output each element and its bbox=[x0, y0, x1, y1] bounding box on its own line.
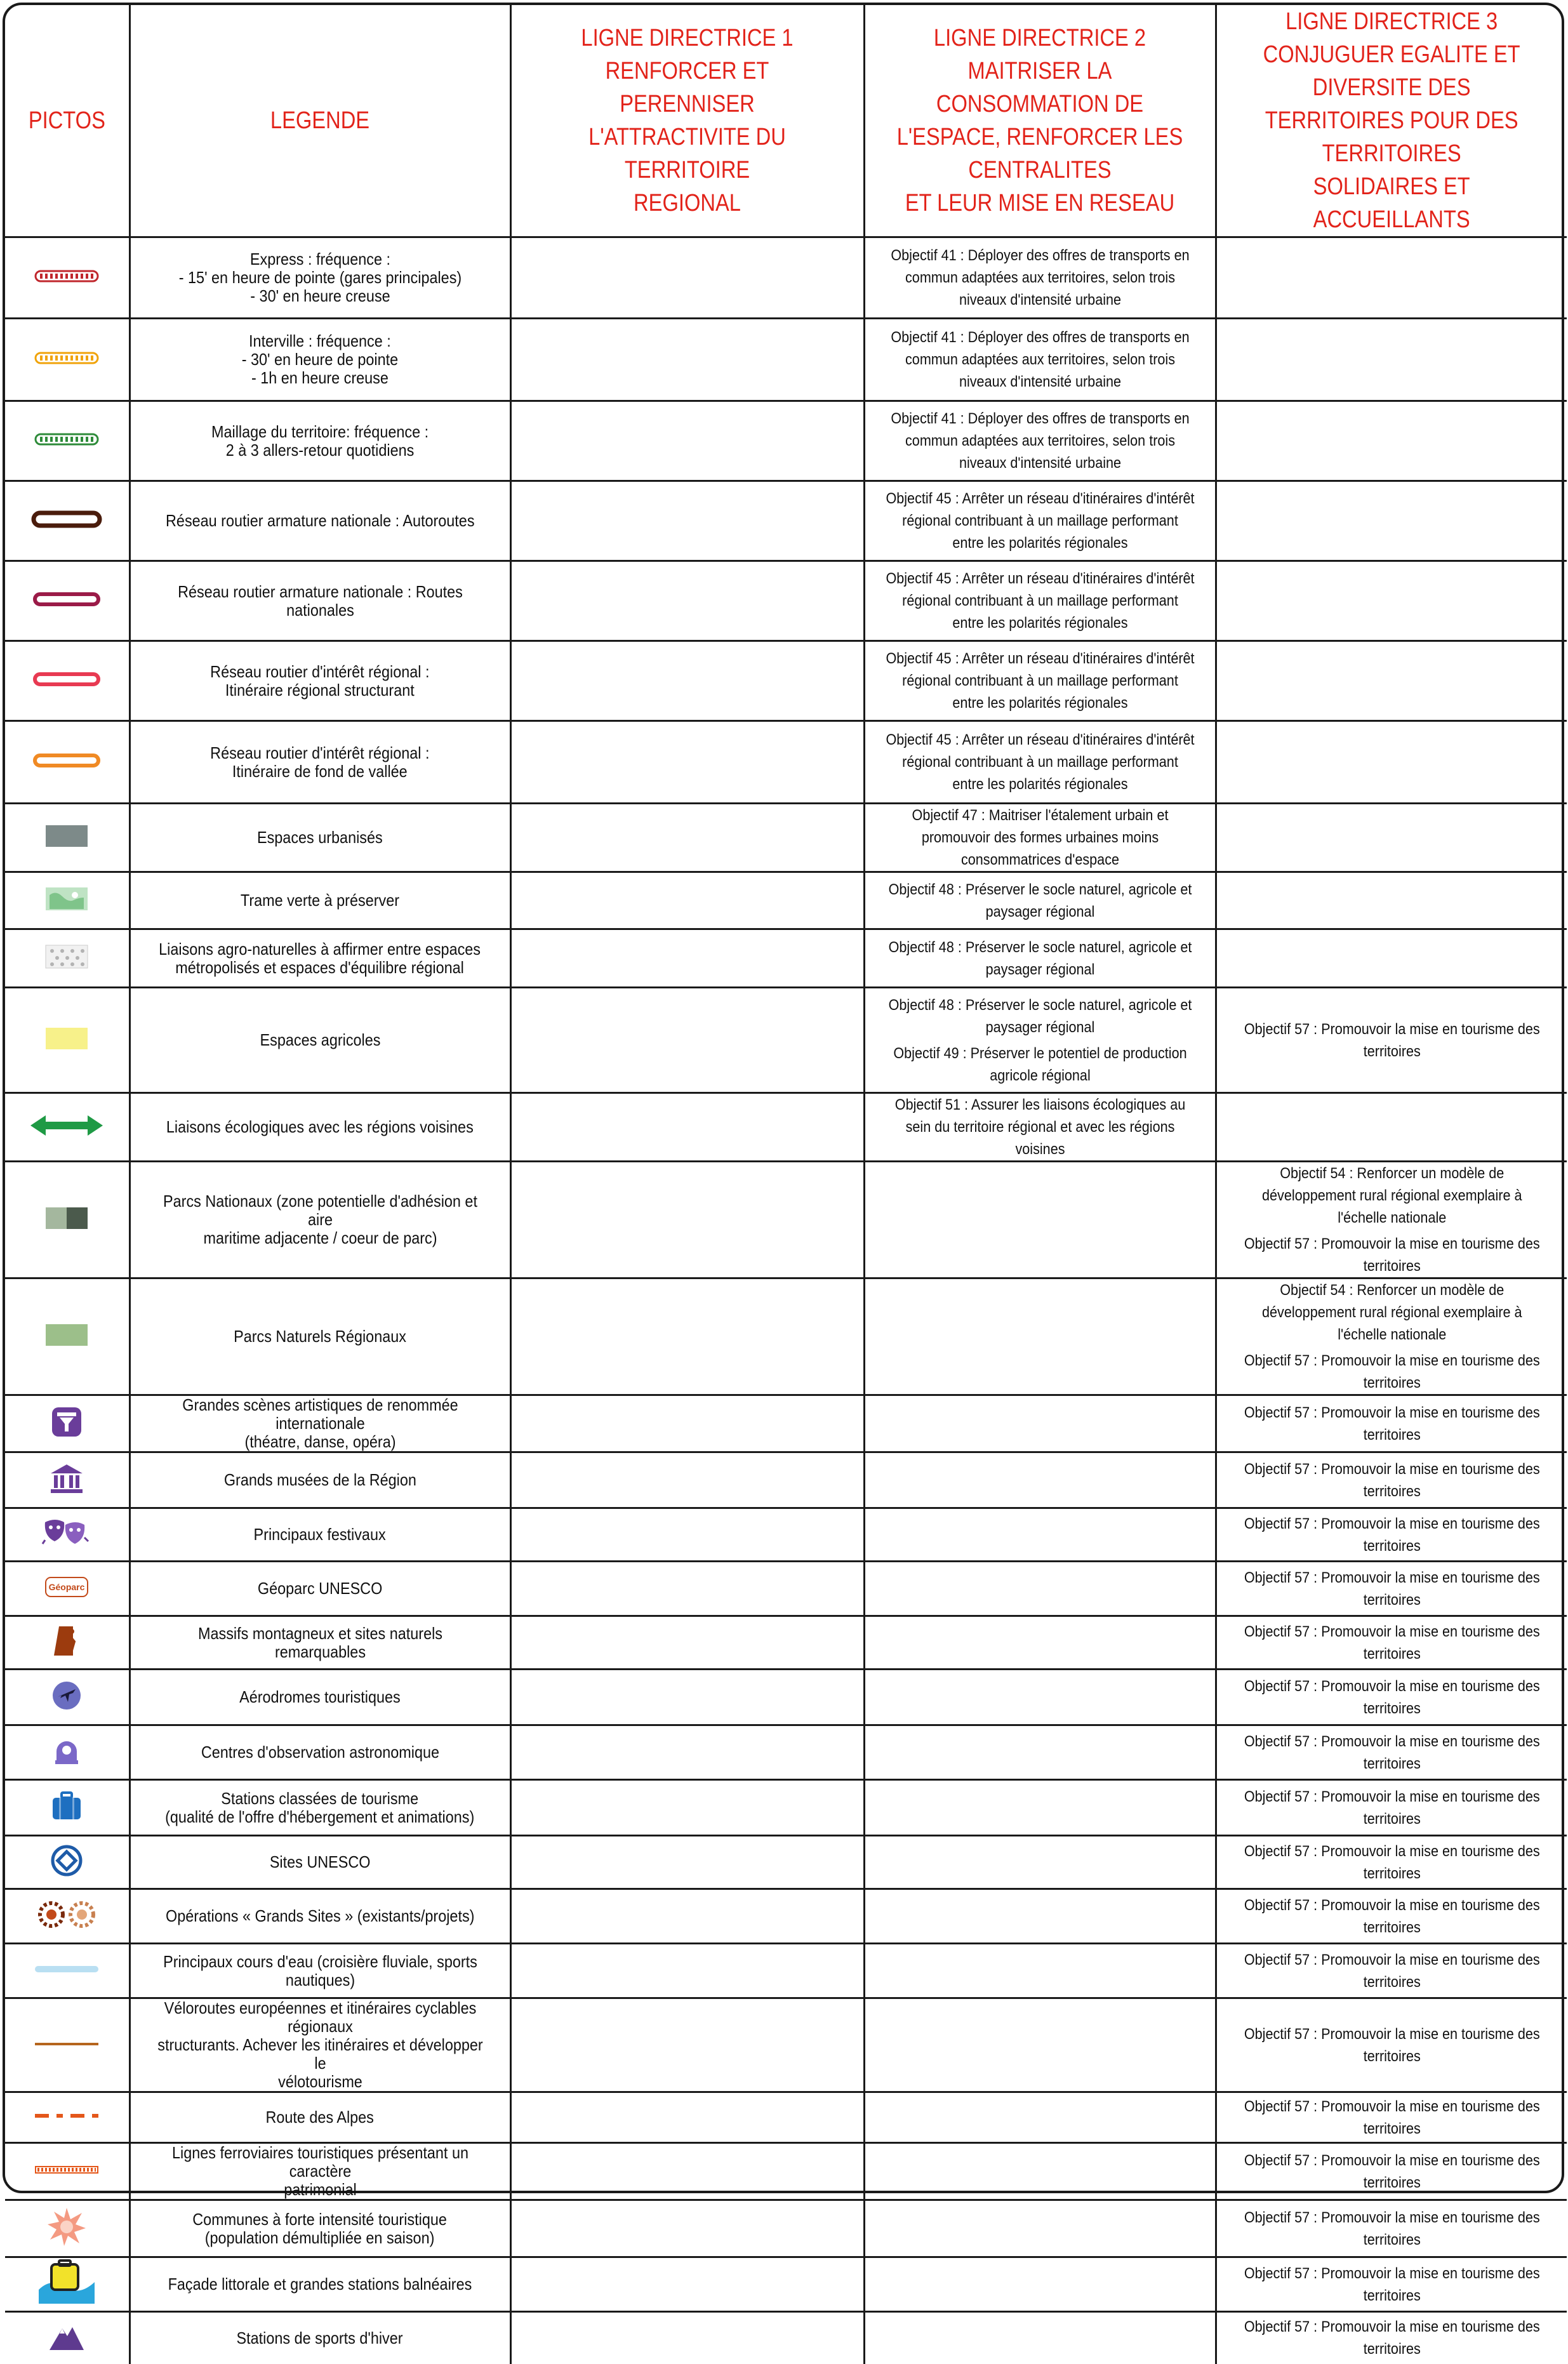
legend-cell bbox=[130, 1889, 510, 1944]
legend-text: Maillage du territoire: fréquence : 2 à 3 allers-retour quotidiens bbox=[211, 422, 429, 460]
ligne-directrice-1-cell bbox=[510, 872, 864, 929]
objective-text: Objectif 45 : Arrêter un réseau d'itinéraires d'intérêt régional contribuant à un maillage performant entre les polarités régionales bbox=[885, 490, 1195, 552]
picto-cell bbox=[5, 641, 130, 721]
picto-cell bbox=[5, 1889, 130, 1944]
picto-cell bbox=[5, 988, 130, 1093]
legend-cell bbox=[130, 237, 510, 319]
ligne-directrice-3-cell bbox=[1216, 1452, 1567, 1508]
ligne-directrice-1-cell bbox=[510, 481, 864, 561]
legend-text: Sites UNESCO bbox=[269, 1852, 371, 1871]
starburst-icon bbox=[46, 2207, 87, 2250]
objective-text: Objectif 48 : Préserver le socle naturel, agricole et paysager régional bbox=[888, 880, 1192, 920]
objective-text: Objectif 47 : Maitriser l'étalement urbain et promouvoir des formes urbaines moins consommatrices d'espace bbox=[912, 807, 1168, 868]
express-train-line-icon bbox=[34, 269, 100, 286]
ligne-directrice-2-cell bbox=[864, 481, 1216, 561]
legend-text: Aérodromes touristiques bbox=[239, 1687, 401, 1706]
picto-cell bbox=[5, 1616, 130, 1670]
objective-text: Objectif 57 : Promouvoir la mise en tourisme des territoires bbox=[1244, 2097, 1540, 2137]
objective-text: Objectif 51 : Assurer les liaisons écologiques au sein du territoire régional et avec les régions voisines bbox=[894, 1096, 1185, 1158]
ligne-directrice-1-cell bbox=[510, 1616, 864, 1670]
objective-text: Objectif 57 : Promouvoir la mise en tourisme des territoires bbox=[1244, 1352, 1540, 1391]
picto-cell bbox=[5, 481, 130, 561]
table-row bbox=[5, 1452, 1567, 1508]
ligne-directrice-3-cell bbox=[1216, 988, 1567, 1093]
seaside-resort-icon bbox=[37, 2261, 96, 2308]
legend-table-frame bbox=[3, 3, 1564, 2358]
observatory-icon bbox=[53, 1736, 81, 1769]
legend-cell bbox=[130, 2200, 510, 2257]
picto-cell bbox=[5, 2143, 130, 2200]
table-row bbox=[5, 1162, 1567, 1278]
ligne-directrice-1-cell bbox=[510, 721, 864, 804]
ligne-directrice-3-cell bbox=[1216, 1889, 1567, 1944]
legend-text: Route des Alpes bbox=[265, 2108, 375, 2127]
ligne-directrice-1-cell bbox=[510, 2143, 864, 2200]
tourist-railway-line-icon bbox=[34, 2165, 100, 2178]
objective-text: Objectif 57 : Promouvoir la mise en tourisme des territoires bbox=[1244, 1842, 1540, 1882]
picto-cell bbox=[5, 2257, 130, 2312]
legend-cell bbox=[130, 721, 510, 804]
legend-table bbox=[5, 5, 1567, 2364]
ligne-directrice-3-cell bbox=[1216, 1944, 1567, 1998]
ligne-directrice-3-cell bbox=[1216, 641, 1567, 721]
ligne-directrice-2-cell bbox=[864, 1395, 1216, 1452]
table-row bbox=[5, 1093, 1567, 1162]
legend-text: Grandes scènes artistiques de renommée internationale (théatre, danse, opéra) bbox=[182, 1395, 458, 1451]
legend-text: Réseau routier armature nationale : Autoroutes bbox=[165, 511, 475, 530]
picto-cell bbox=[5, 2312, 130, 2364]
picto-cell bbox=[5, 1162, 130, 1278]
objective-text: Objectif 41 : Déployer des offres de transports en commun adaptées aux territoires, selon trois niveaux d'intensité urbaine bbox=[890, 247, 1190, 309]
legend-cell bbox=[130, 641, 510, 721]
table-row bbox=[5, 872, 1567, 929]
objective-text: Objectif 57 : Promouvoir la mise en tourisme des territoires bbox=[1244, 1677, 1540, 1717]
legend-cell bbox=[130, 401, 510, 481]
header-ligne-directrice-3: LIGNE DIRECTRICE 3 CONJUGUER EGALITE ET DIVERSITE DES TERRITOIRES POUR DES TERRITOIRES SOLIDAIRES ET ACCUEILLANTS bbox=[1240, 5, 1543, 237]
legend-cell bbox=[130, 319, 510, 401]
objective-text: Objectif 57 : Promouvoir la mise en tourisme des territoires bbox=[1244, 1732, 1540, 1772]
legend-text: Liaisons écologiques avec les régions voisines bbox=[166, 1117, 474, 1136]
table-row bbox=[5, 1944, 1567, 1998]
legend-cell bbox=[130, 872, 510, 929]
picto-cell bbox=[5, 1780, 130, 1836]
objective-text: Objectif 41 : Déployer des offres de transports en commun adaptées aux territoires, selon trois niveaux d'intensité urbaine bbox=[890, 410, 1190, 472]
ligne-directrice-2-cell bbox=[864, 929, 1216, 988]
ligne-directrice-2-cell bbox=[864, 1562, 1216, 1616]
legend-cell bbox=[130, 561, 510, 641]
ligne-directrice-3-cell bbox=[1216, 319, 1567, 401]
legend-text: Principaux festivaux bbox=[253, 1525, 387, 1544]
ligne-directrice-2-cell bbox=[864, 804, 1216, 872]
legend-cell bbox=[130, 1725, 510, 1780]
ligne-directrice-1-cell bbox=[510, 1780, 864, 1836]
ligne-directrice-1-cell bbox=[510, 319, 864, 401]
objective-text: Objectif 49 : Préserver le potentiel de production agricole régional bbox=[893, 1044, 1187, 1084]
ligne-directrice-1-cell bbox=[510, 1944, 864, 1998]
table-row bbox=[5, 1395, 1567, 1452]
objective-text: Objectif 57 : Promouvoir la mise en tourisme des territoires bbox=[1244, 1020, 1540, 1060]
ligne-directrice-2-cell bbox=[864, 1616, 1216, 1670]
legend-text: Façade littorale et grandes stations balnéaires bbox=[168, 2274, 472, 2294]
ligne-directrice-3-cell bbox=[1216, 1998, 1567, 2092]
festival-masks-icon bbox=[43, 1518, 91, 1551]
legend-cell bbox=[130, 1508, 510, 1562]
header-legende: LEGENDE bbox=[156, 5, 484, 237]
objective-text: Objectif 57 : Promouvoir la mise en tourisme des territoires bbox=[1244, 1951, 1540, 1991]
legend-text: Principaux cours d'eau (croisière fluviale, sports nautiques) bbox=[163, 1951, 477, 1989]
ligne-directrice-2-cell bbox=[864, 401, 1216, 481]
theatre-stage-icon bbox=[51, 1406, 83, 1441]
legend-text: Communes à forte intensité touristique (population démultipliée en saison) bbox=[192, 2209, 448, 2247]
ligne-directrice-2-cell bbox=[864, 1093, 1216, 1162]
itineraire-structurant-road-icon bbox=[32, 671, 102, 691]
ligne-directrice-1-cell bbox=[510, 561, 864, 641]
ligne-directrice-2-cell bbox=[864, 1508, 1216, 1562]
ligne-directrice-2-cell bbox=[864, 1725, 1216, 1780]
legend-cell bbox=[130, 481, 510, 561]
table-row bbox=[5, 1616, 1567, 1670]
ligne-directrice-3-cell bbox=[1216, 2092, 1567, 2143]
ligne-directrice-3-cell bbox=[1216, 1616, 1567, 1670]
geoparc-badge-icon bbox=[44, 1576, 89, 1601]
climbing-mountain-icon bbox=[53, 1625, 81, 1660]
picto-cell bbox=[5, 237, 130, 319]
legend-text: Interville : fréquence : - 30' en heure de pointe - 1h en heure creuse bbox=[241, 331, 399, 387]
picto-cell bbox=[5, 1452, 130, 1508]
legend-text: Grands musées de la Région bbox=[223, 1470, 416, 1489]
ligne-directrice-1-cell bbox=[510, 1670, 864, 1725]
ligne-directrice-3-cell bbox=[1216, 2200, 1567, 2257]
table-row bbox=[5, 319, 1567, 401]
espaces-agricoles-swatch-icon bbox=[46, 1028, 88, 1053]
table-row bbox=[5, 2312, 1567, 2364]
picto-cell bbox=[5, 872, 130, 929]
ligne-directrice-1-cell bbox=[510, 1725, 864, 1780]
picto-cell bbox=[5, 721, 130, 804]
ligne-directrice-2-cell bbox=[864, 1836, 1216, 1889]
objective-text: Objectif 48 : Préserver le socle naturel, agricole et paysager régional bbox=[888, 996, 1192, 1036]
ligne-directrice-1-cell bbox=[510, 2312, 864, 2364]
picto-cell bbox=[5, 2092, 130, 2143]
objective-text: Objectif 45 : Arrêter un réseau d'itinéraires d'intérêt régional contribuant à un maillage performant entre les polarités régionales bbox=[885, 650, 1195, 712]
ligne-directrice-1-cell bbox=[510, 1278, 864, 1395]
ligne-directrice-3-cell bbox=[1216, 401, 1567, 481]
objective-text: Objectif 57 : Promouvoir la mise en tourisme des territoires bbox=[1244, 2264, 1540, 2304]
objective-text: Objectif 48 : Préserver le socle naturel, agricole et paysager régional bbox=[888, 938, 1192, 978]
legend-text: Parcs Nationaux (zone potentielle d'adhésion et aire maritime adjacente / coeur de parc) bbox=[163, 1192, 477, 1247]
picto-cell bbox=[5, 1725, 130, 1780]
objective-text: Objectif 57 : Promouvoir la mise en tourisme des territoires bbox=[1244, 1788, 1540, 1828]
ligne-directrice-3-cell bbox=[1216, 1093, 1567, 1162]
table-row bbox=[5, 1725, 1567, 1780]
ligne-directrice-3-cell bbox=[1216, 1836, 1567, 1889]
ligne-directrice-1-cell bbox=[510, 401, 864, 481]
ligne-directrice-1-cell bbox=[510, 1889, 864, 1944]
legend-text: Stations de sports d'hiver bbox=[236, 2328, 404, 2347]
legend-cell bbox=[130, 1452, 510, 1508]
picto-cell bbox=[5, 1944, 130, 1998]
ligne-directrice-1-cell bbox=[510, 988, 864, 1093]
ligne-directrice-2-cell bbox=[864, 1670, 1216, 1725]
picto-cell bbox=[5, 1998, 130, 2092]
ligne-directrice-3-cell bbox=[1216, 2312, 1567, 2364]
ligne-directrice-2-cell bbox=[864, 1889, 1216, 1944]
ligne-directrice-1-cell bbox=[510, 1562, 864, 1616]
legend-text: Massifs montagneux et sites naturels remarquables bbox=[197, 1623, 442, 1661]
header-row bbox=[5, 5, 1567, 237]
table-row bbox=[5, 2092, 1567, 2143]
ligne-directrice-2-cell bbox=[864, 2143, 1216, 2200]
picto-cell bbox=[5, 1836, 130, 1889]
legend-text: Lignes ferroviaires touristiques présentant un caractère patrimonial bbox=[171, 2143, 468, 2199]
ligne-directrice-3-cell bbox=[1216, 561, 1567, 641]
ligne-directrice-3-cell bbox=[1216, 872, 1567, 929]
legend-cell bbox=[130, 804, 510, 872]
ligne-directrice-3-cell bbox=[1216, 481, 1567, 561]
legend-cell bbox=[130, 2312, 510, 2364]
ligne-directrice-1-cell bbox=[510, 1093, 864, 1162]
interville-train-line-icon bbox=[34, 351, 100, 368]
header-ligne-directrice-2: LIGNE DIRECTRICE 2 MAITRISER LA CONSOMMATION DE L'ESPACE, RENFORCER LES CENTRALITES ET LEUR MISE EN RESEAU bbox=[889, 5, 1191, 237]
table-row bbox=[5, 401, 1567, 481]
fond-de-vallee-road-icon bbox=[32, 752, 102, 772]
ligne-directrice-3-cell bbox=[1216, 1670, 1567, 1725]
legend-text: Géoparc UNESCO bbox=[257, 1579, 383, 1598]
ligne-directrice-1-cell bbox=[510, 1162, 864, 1278]
ligne-directrice-1-cell bbox=[510, 1836, 864, 1889]
ligne-directrice-1-cell bbox=[510, 804, 864, 872]
objective-text: Objectif 57 : Promouvoir la mise en tourisme des territoires bbox=[1244, 2151, 1540, 2191]
table-row bbox=[5, 1780, 1567, 1836]
ligne-directrice-3-cell bbox=[1216, 1508, 1567, 1562]
ligne-directrice-3-cell bbox=[1216, 1780, 1567, 1836]
double-arrow-icon bbox=[29, 1113, 104, 1141]
museum-icon bbox=[50, 1463, 84, 1497]
objective-text: Objectif 57 : Promouvoir la mise en tourisme des territoires bbox=[1244, 2208, 1540, 2248]
airplane-icon bbox=[51, 1680, 82, 1714]
objective-text: Objectif 45 : Arrêter un réseau d'itinéraires d'intérêt régional contribuant à un maillage performant entre les polarités régionales bbox=[885, 570, 1195, 632]
table-row bbox=[5, 1278, 1567, 1395]
picto-cell bbox=[5, 319, 130, 401]
ligne-directrice-2-cell bbox=[864, 237, 1216, 319]
legend-cell bbox=[130, 1278, 510, 1395]
header-pictos: PICTOS bbox=[14, 5, 121, 237]
ligne-directrice-1-cell bbox=[510, 929, 864, 988]
legend-text: Réseau routier d'intérêt régional : Itinéraire régional structurant bbox=[210, 661, 430, 700]
ligne-directrice-3-cell bbox=[1216, 1278, 1567, 1395]
table-row bbox=[5, 1889, 1567, 1944]
objective-text: Objectif 54 : Renforcer un modèle de développement rural régional exemplaire à l'échelle nationale bbox=[1261, 1165, 1522, 1226]
table-row bbox=[5, 721, 1567, 804]
objective-text: Objectif 45 : Arrêter un réseau d'itinéraires d'intérêt régional contribuant à un maillage performant entre les polarités régionales bbox=[885, 731, 1195, 793]
legend-text: Réseau routier armature nationale : Routes nationales bbox=[177, 581, 463, 620]
legend-cell bbox=[130, 1998, 510, 2092]
route-nationale-road-icon bbox=[32, 591, 102, 611]
ligne-directrice-2-cell bbox=[864, 721, 1216, 804]
ligne-directrice-2-cell bbox=[864, 319, 1216, 401]
legend-text: Espaces agricoles bbox=[260, 1030, 380, 1049]
legend-cell bbox=[130, 1562, 510, 1616]
legend-text: Réseau routier d'intérêt régional : Itinéraire de fond de vallée bbox=[210, 743, 430, 781]
grands-sites-icon bbox=[37, 1900, 96, 1932]
legend-cell bbox=[130, 929, 510, 988]
ligne-directrice-1-cell bbox=[510, 2200, 864, 2257]
table-row bbox=[5, 988, 1567, 1093]
ligne-directrice-3-cell bbox=[1216, 1562, 1567, 1616]
picto-cell bbox=[5, 1093, 130, 1162]
ligne-directrice-3-cell bbox=[1216, 237, 1567, 319]
ligne-directrice-3-cell bbox=[1216, 721, 1567, 804]
picto-cell bbox=[5, 1670, 130, 1725]
objective-text: Objectif 57 : Promouvoir la mise en tourisme des territoires bbox=[1244, 1623, 1540, 1663]
table-row bbox=[5, 1998, 1567, 2092]
objective-text: Objectif 57 : Promouvoir la mise en tourisme des territoires bbox=[1244, 2025, 1540, 2065]
legend-text: Express : fréquence : - 15' en heure de pointe (gares principales) - 30' en heure creuse bbox=[178, 249, 462, 305]
objective-text: Objectif 57 : Promouvoir la mise en tourisme des territoires bbox=[1244, 1896, 1540, 1936]
legend-cell bbox=[130, 2257, 510, 2312]
ligne-directrice-2-cell bbox=[864, 988, 1216, 1093]
ligne-directrice-1-cell bbox=[510, 1508, 864, 1562]
maillage-train-line-icon bbox=[34, 432, 100, 449]
table-row bbox=[5, 2257, 1567, 2312]
objective-text: Objectif 54 : Renforcer un modèle de développement rural régional exemplaire à l'échelle nationale bbox=[1261, 1282, 1522, 1343]
espaces-urbanises-swatch-icon bbox=[46, 825, 88, 850]
ligne-directrice-2-cell bbox=[864, 1944, 1216, 1998]
ligne-directrice-3-cell bbox=[1216, 804, 1567, 872]
legend-cell bbox=[130, 1780, 510, 1836]
objective-text: Objectif 57 : Promouvoir la mise en tourisme des territoires bbox=[1244, 1515, 1540, 1555]
table-row bbox=[5, 2143, 1567, 2200]
legend-cell bbox=[130, 2092, 510, 2143]
legend-cell bbox=[130, 1670, 510, 1725]
table-row bbox=[5, 1836, 1567, 1889]
autoroute-road-icon bbox=[30, 510, 103, 532]
objective-text: Objectif 57 : Promouvoir la mise en tourisme des territoires bbox=[1244, 1404, 1540, 1444]
cycle-route-line-icon bbox=[34, 2039, 100, 2050]
legend-text: Opérations « Grands Sites » (existants/projets) bbox=[165, 1906, 475, 1925]
picto-cell bbox=[5, 1278, 130, 1395]
unesco-heritage-icon bbox=[51, 1845, 83, 1880]
ligne-directrice-2-cell bbox=[864, 2200, 1216, 2257]
header-ligne-directrice-1: LIGNE DIRECTRICE 1 RENFORCER ET PERENNISER L'ATTRACTIVITE DU TERRITOIRE REGIONAL bbox=[535, 5, 839, 237]
ligne-directrice-3-cell bbox=[1216, 2143, 1567, 2200]
table-row bbox=[5, 2200, 1567, 2257]
ligne-directrice-2-cell bbox=[864, 2092, 1216, 2143]
ligne-directrice-1-cell bbox=[510, 2092, 864, 2143]
picto-cell bbox=[5, 1508, 130, 1562]
ligne-directrice-1-cell bbox=[510, 641, 864, 721]
ligne-directrice-2-cell bbox=[864, 1780, 1216, 1836]
table-row bbox=[5, 1670, 1567, 1725]
table-row bbox=[5, 561, 1567, 641]
ligne-directrice-3-cell bbox=[1216, 1162, 1567, 1278]
objective-text: Objectif 57 : Promouvoir la mise en tourisme des territoires bbox=[1244, 1569, 1540, 1609]
legend-cell bbox=[130, 988, 510, 1093]
table-row bbox=[5, 1508, 1567, 1562]
ligne-directrice-2-cell bbox=[864, 2257, 1216, 2312]
ligne-directrice-2-cell bbox=[864, 561, 1216, 641]
ligne-directrice-3-cell bbox=[1216, 929, 1567, 988]
legend-text: Trame verte à préserver bbox=[240, 891, 400, 910]
river-line-icon bbox=[34, 1963, 100, 1978]
ligne-directrice-1-cell bbox=[510, 237, 864, 319]
ligne-directrice-3-cell bbox=[1216, 2257, 1567, 2312]
ligne-directrice-2-cell bbox=[864, 1278, 1216, 1395]
picto-cell bbox=[5, 2200, 130, 2257]
picto-cell bbox=[5, 561, 130, 641]
table-row bbox=[5, 237, 1567, 319]
table-row bbox=[5, 641, 1567, 721]
suitcase-icon bbox=[51, 1791, 82, 1824]
ligne-directrice-1-cell bbox=[510, 1395, 864, 1452]
ligne-directrice-1-cell bbox=[510, 2257, 864, 2312]
geoparc-badge-text: Géoparc bbox=[48, 1582, 85, 1592]
table-row bbox=[5, 929, 1567, 988]
objective-text: Objectif 57 : Promouvoir la mise en tourisme des territoires bbox=[1244, 2318, 1540, 2358]
ligne-directrice-3-cell bbox=[1216, 1725, 1567, 1780]
picto-cell bbox=[5, 1395, 130, 1452]
ligne-directrice-1-cell bbox=[510, 1452, 864, 1508]
table-row bbox=[5, 804, 1567, 872]
legend-cell bbox=[130, 2143, 510, 2200]
ligne-directrice-2-cell bbox=[864, 2312, 1216, 2364]
legend-text: Liaisons agro-naturelles à affirmer entre espaces métropolisés et espaces d'équilibre régional bbox=[159, 939, 481, 977]
route-des-alpes-line-icon bbox=[34, 2111, 100, 2123]
legend-text: Centres d'observation astronomique bbox=[201, 1743, 439, 1762]
parcs-naturels-swatch-icon bbox=[46, 1324, 88, 1349]
picto-cell bbox=[5, 401, 130, 481]
ski-mountain-icon bbox=[48, 2322, 85, 2354]
legend-cell bbox=[130, 1395, 510, 1452]
picto-cell bbox=[5, 929, 130, 988]
ligne-directrice-2-cell bbox=[864, 1452, 1216, 1508]
ligne-directrice-1-cell bbox=[510, 1998, 864, 2092]
ligne-directrice-2-cell bbox=[864, 641, 1216, 721]
legend-cell bbox=[130, 1944, 510, 1998]
picto-cell bbox=[5, 804, 130, 872]
ligne-directrice-2-cell bbox=[864, 872, 1216, 929]
objective-text: Objectif 57 : Promouvoir la mise en tourisme des territoires bbox=[1244, 1460, 1540, 1500]
objective-text: Objectif 41 : Déployer des offres de transports en commun adaptées aux territoires, selon trois niveaux d'intensité urbaine bbox=[890, 329, 1190, 390]
legend-text: Véloroutes européennes et itinéraires cyclables régionaux structurants. Achever les itinéraires et développer le vélotourisme bbox=[157, 1998, 483, 2091]
legend-cell bbox=[130, 1162, 510, 1278]
ligne-directrice-2-cell bbox=[864, 1162, 1216, 1278]
trame-verte-swatch-icon bbox=[46, 887, 88, 913]
legend-cell bbox=[130, 1616, 510, 1670]
table-row bbox=[5, 1562, 1567, 1616]
objective-text: Objectif 57 : Promouvoir la mise en tourisme des territoires bbox=[1244, 1235, 1540, 1275]
parcs-nationaux-swatch-icon bbox=[46, 1207, 88, 1232]
legend-text: Espaces urbanisés bbox=[257, 828, 383, 847]
picto-cell bbox=[5, 1562, 130, 1616]
ligne-directrice-2-cell bbox=[864, 1998, 1216, 2092]
legend-text: Stations classées de tourisme (qualité de l'offre d'hébergement et animations) bbox=[165, 1788, 475, 1826]
legend-cell bbox=[130, 1093, 510, 1162]
ligne-directrice-3-cell bbox=[1216, 1395, 1567, 1452]
legend-cell bbox=[130, 1836, 510, 1889]
liaisons-agro-naturelles-swatch-icon bbox=[46, 945, 88, 971]
table-row bbox=[5, 481, 1567, 561]
legend-text: Parcs Naturels Régionaux bbox=[234, 1327, 406, 1346]
